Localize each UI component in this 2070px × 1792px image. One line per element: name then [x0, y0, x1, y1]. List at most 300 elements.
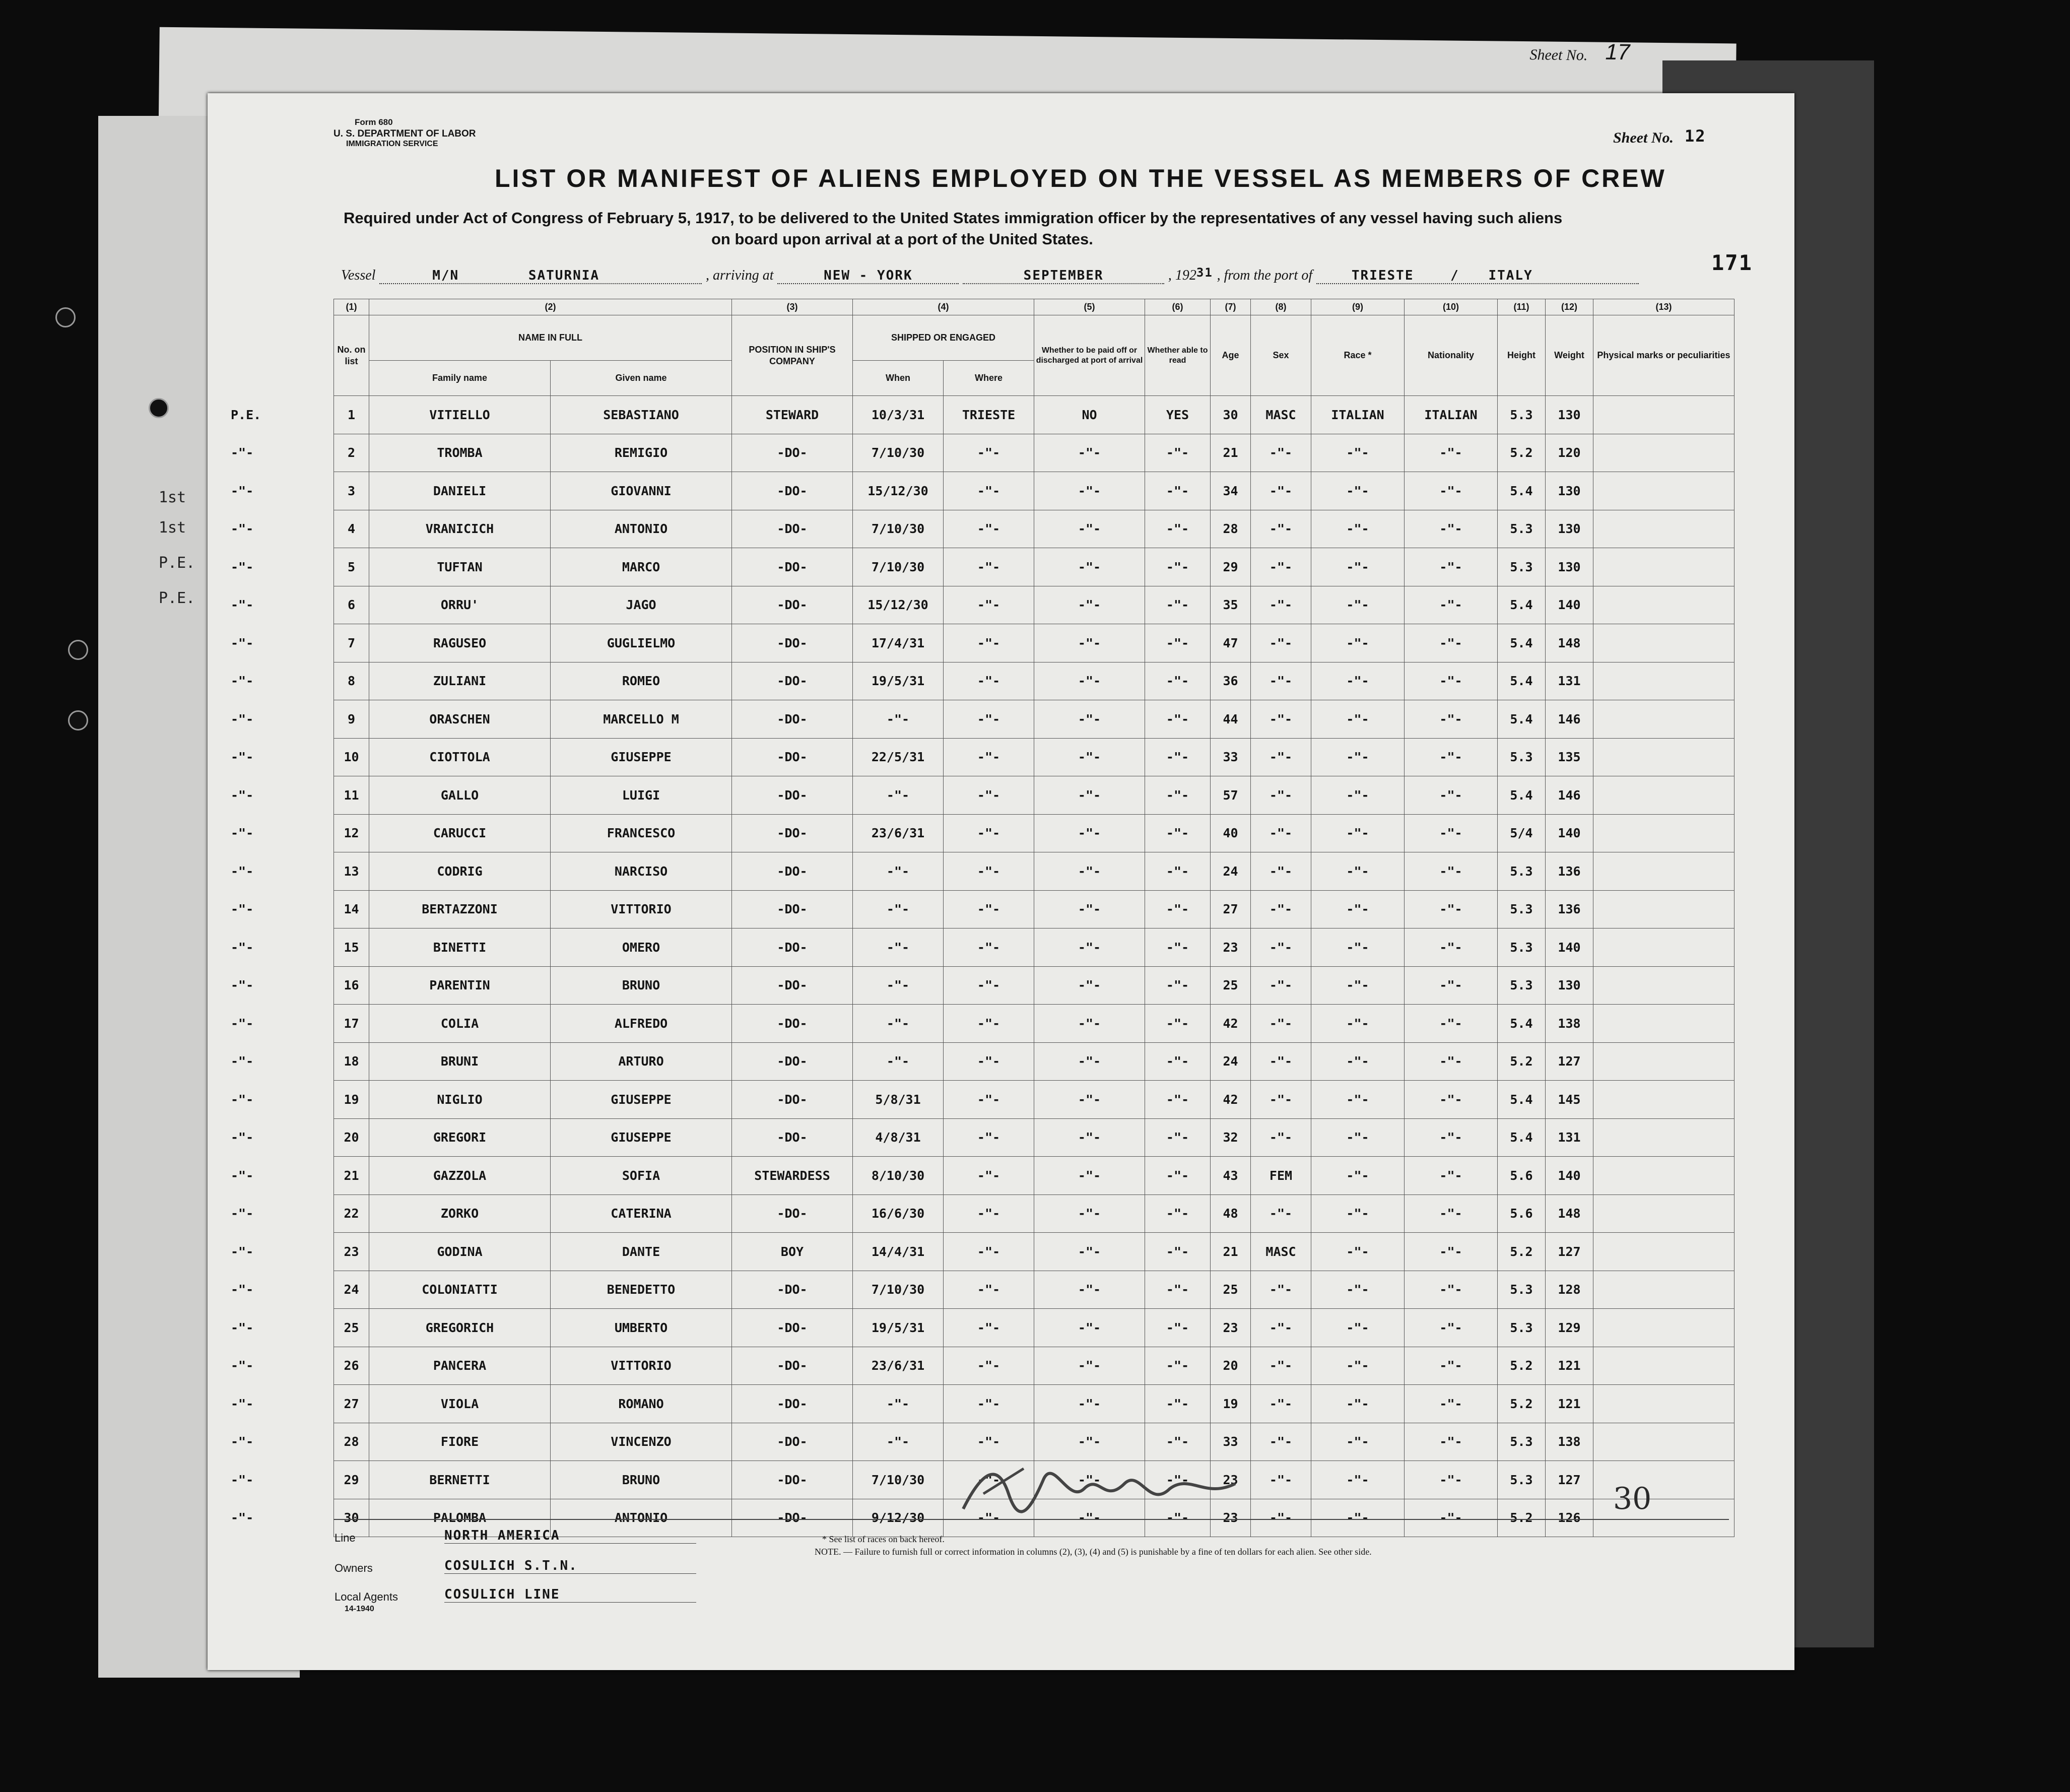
- shipped-where: -"-: [944, 472, 1034, 510]
- row-remark: P.E.: [231, 407, 261, 422]
- row-number-value: 27: [344, 1396, 359, 1411]
- height: 5.3: [1498, 928, 1546, 967]
- shipped-when: 8/10/30: [853, 1157, 944, 1195]
- row-number: [231, 586, 369, 624]
- punch-hole: [68, 710, 88, 731]
- able-to-read: -"-: [1145, 966, 1211, 1005]
- position: -DO-: [732, 1347, 853, 1385]
- shipped-when: 17/4/31: [853, 624, 944, 662]
- shipped-when: -"-: [853, 890, 944, 928]
- penalty-note: NOTE. — Failure to furnish full or correct information in columns (2), (3), (4) and (5) is punishable by a fine of ten dollars for each alien. See other side.: [815, 1547, 1372, 1557]
- row-number-value: 20: [344, 1130, 359, 1145]
- header-race: Race *: [1311, 315, 1405, 396]
- nationality: -"-: [1405, 966, 1498, 1005]
- shipped-where: -"-: [944, 1233, 1034, 1271]
- shipped-where: TRIESTE: [944, 396, 1034, 434]
- weight: 130: [1546, 510, 1593, 548]
- weight: 130: [1546, 472, 1593, 510]
- age: 42: [1211, 1005, 1251, 1043]
- age: 21: [1211, 434, 1251, 472]
- shipped-where: -"-: [944, 434, 1034, 472]
- age: 23: [1211, 1499, 1251, 1537]
- race: ITALIAN: [1311, 396, 1405, 434]
- position: -DO-: [732, 662, 853, 700]
- able-to-read: -"-: [1145, 1042, 1211, 1081]
- race: -"-: [1311, 1081, 1405, 1119]
- position: -DO-: [732, 852, 853, 891]
- sex: -"-: [1251, 1042, 1311, 1081]
- shipped-where: -"-: [944, 1118, 1034, 1157]
- weight: 148: [1546, 624, 1593, 662]
- position: -DO-: [732, 890, 853, 928]
- arrival-month: SEPTEMBER: [963, 268, 1164, 284]
- paid-off: -"-: [1034, 1233, 1145, 1271]
- subtitle-line-1: Required under Act of Congress of February 5, 1917, to be delivered to the United States immigration officer by the representatives of any vessel having such aliens: [344, 209, 1563, 227]
- shipped-when: -"-: [853, 1042, 944, 1081]
- family-name: CARUCCI: [369, 814, 551, 852]
- height: 5.2: [1498, 1042, 1546, 1081]
- race: -"-: [1311, 1118, 1405, 1157]
- given-name: MARCELLO M: [551, 700, 732, 739]
- table-row: [334, 1233, 1734, 1271]
- given-name: BRUNO: [551, 1461, 732, 1499]
- row-remark: -"-: [231, 864, 254, 879]
- shipped-when: 9/12/30: [853, 1499, 944, 1537]
- nationality: -"-: [1405, 1271, 1498, 1309]
- header-family-name: Family name: [369, 361, 551, 396]
- nationality: -"-: [1405, 1309, 1498, 1347]
- vessel-label: Vessel: [341, 268, 376, 283]
- table-row: [334, 1118, 1734, 1157]
- physical-marks: [1593, 966, 1734, 1005]
- able-to-read: -"-: [1145, 890, 1211, 928]
- row-number: [231, 434, 369, 472]
- age: 57: [1211, 776, 1251, 815]
- punch-hole: [55, 307, 76, 327]
- row-number: [231, 1005, 369, 1043]
- able-to-read: -"-: [1145, 1005, 1211, 1043]
- table-row: [334, 700, 1734, 739]
- paid-off: -"-: [1034, 1385, 1145, 1423]
- row-remark: -"-: [231, 750, 254, 765]
- race: -"-: [1311, 1309, 1405, 1347]
- row-number-value: 16: [344, 978, 359, 993]
- family-name: VIOLA: [369, 1385, 551, 1423]
- shipped-when: -"-: [853, 1423, 944, 1461]
- sex: -"-: [1251, 1271, 1311, 1309]
- age: 25: [1211, 1271, 1251, 1309]
- weight: 140: [1546, 1157, 1593, 1195]
- age: 32: [1211, 1118, 1251, 1157]
- crew-manifest-table: [231, 299, 1734, 1537]
- table-row: [334, 814, 1734, 852]
- weight: 127: [1546, 1233, 1593, 1271]
- row-number: [231, 396, 369, 434]
- able-to-read: -"-: [1145, 1194, 1211, 1233]
- paid-off: -"-: [1034, 890, 1145, 928]
- row-number: [231, 1271, 369, 1309]
- position: -DO-: [732, 472, 853, 510]
- row-number-value: 13: [344, 864, 359, 879]
- weight: 146: [1546, 776, 1593, 815]
- race: -"-: [1311, 776, 1405, 815]
- row-remark: -"-: [231, 1130, 254, 1145]
- sex: -"-: [1251, 472, 1311, 510]
- height: 5.4: [1498, 662, 1546, 700]
- nationality: -"-: [1405, 700, 1498, 739]
- row-number: [231, 662, 369, 700]
- races-note: * See list of races on back hereof.: [822, 1534, 945, 1544]
- row-number-value: 21: [344, 1168, 359, 1183]
- row-number: [231, 1042, 369, 1081]
- row-number-value: 19: [344, 1092, 359, 1107]
- row-number: [231, 776, 369, 815]
- nationality: -"-: [1405, 852, 1498, 891]
- physical-marks: [1593, 1271, 1734, 1309]
- row-number: [231, 814, 369, 852]
- physical-marks: [1593, 472, 1734, 510]
- family-name: BRUNI: [369, 1042, 551, 1081]
- table-row: [334, 662, 1734, 700]
- able-to-read: -"-: [1145, 1309, 1211, 1347]
- position: -DO-: [732, 1461, 853, 1499]
- row-number-value: 3: [347, 483, 356, 498]
- family-name: GAZZOLA: [369, 1157, 551, 1195]
- paid-off: -"-: [1034, 776, 1145, 815]
- nationality: -"-: [1405, 434, 1498, 472]
- from-port: TRIESTE: [1351, 268, 1414, 283]
- race: -"-: [1311, 1423, 1405, 1461]
- shipped-where: -"-: [944, 1081, 1034, 1119]
- given-name: BENEDETTO: [551, 1271, 732, 1309]
- sex: -"-: [1251, 624, 1311, 662]
- able-to-read: -"-: [1145, 928, 1211, 967]
- paid-off: -"-: [1034, 1081, 1145, 1119]
- row-remark: -"-: [231, 1168, 254, 1183]
- table-row: [334, 1081, 1734, 1119]
- row-number: [231, 510, 369, 548]
- height: 5.3: [1498, 396, 1546, 434]
- sex: -"-: [1251, 890, 1311, 928]
- weight: 136: [1546, 890, 1593, 928]
- shipped-where: -"-: [944, 966, 1034, 1005]
- shipped-when: 7/10/30: [853, 510, 944, 548]
- height: 5.4: [1498, 1118, 1546, 1157]
- weight: 120: [1546, 434, 1593, 472]
- nationality: -"-: [1405, 1005, 1498, 1043]
- weight: 121: [1546, 1347, 1593, 1385]
- form-code: 14-1940: [345, 1605, 374, 1613]
- position: -DO-: [732, 776, 853, 815]
- local-agents-label: Local Agents: [335, 1590, 398, 1603]
- row-remark: -"-: [231, 1206, 254, 1221]
- given-name: GIUSEPPE: [551, 1118, 732, 1157]
- weight: 140: [1546, 814, 1593, 852]
- weight: 140: [1546, 928, 1593, 967]
- given-name: ROMEO: [551, 662, 732, 700]
- position: STEWARDESS: [732, 1157, 853, 1195]
- sex: -"-: [1251, 586, 1311, 624]
- weight: 140: [1546, 586, 1593, 624]
- paid-off: -"-: [1034, 1499, 1145, 1537]
- position: -DO-: [732, 510, 853, 548]
- height: 5.3: [1498, 966, 1546, 1005]
- shipped-where: -"-: [944, 1461, 1034, 1499]
- shipped-when: -"-: [853, 1005, 944, 1043]
- age: 28: [1211, 510, 1251, 548]
- race: -"-: [1311, 548, 1405, 586]
- shipped-where: -"-: [944, 1271, 1034, 1309]
- row-number-value: 25: [344, 1320, 359, 1335]
- paid-off: -"-: [1034, 434, 1145, 472]
- given-name: GIUSEPPE: [551, 1081, 732, 1119]
- age: 47: [1211, 624, 1251, 662]
- physical-marks: [1593, 1042, 1734, 1081]
- form-number: Form 680: [355, 117, 393, 127]
- paid-off: -"-: [1034, 1118, 1145, 1157]
- sex: -"-: [1251, 1309, 1311, 1347]
- header-when: When: [853, 361, 944, 396]
- paid-off: NO: [1034, 396, 1145, 434]
- shipped-when: 23/6/31: [853, 1347, 944, 1385]
- height: 5.3: [1498, 1461, 1546, 1499]
- paid-off: -"-: [1034, 1042, 1145, 1081]
- shipped-when: 5/8/31: [853, 1081, 944, 1119]
- position: -DO-: [732, 700, 853, 739]
- able-to-read: -"-: [1145, 1157, 1211, 1195]
- shipped-where: -"-: [944, 1157, 1034, 1195]
- row-number: [231, 700, 369, 739]
- from-port-field: [1316, 268, 1639, 284]
- shipped-where: -"-: [944, 928, 1034, 967]
- position: BOY: [732, 1233, 853, 1271]
- row-number: [231, 548, 369, 586]
- header-where: Where: [944, 361, 1034, 396]
- position: -DO-: [732, 1423, 853, 1461]
- weight: 130: [1546, 548, 1593, 586]
- age: 23: [1211, 1461, 1251, 1499]
- nationality: -"-: [1405, 890, 1498, 928]
- row-remark: -"-: [231, 1358, 254, 1373]
- sex: -"-: [1251, 738, 1311, 776]
- row-number-value: 9: [347, 711, 356, 726]
- year-prefix: , 192: [1168, 268, 1196, 283]
- paid-off: -"-: [1034, 624, 1145, 662]
- family-name: GREGORICH: [369, 1309, 551, 1347]
- line-label: Line: [335, 1532, 356, 1544]
- height: 5.6: [1498, 1157, 1546, 1195]
- weight: 121: [1546, 1385, 1593, 1423]
- nationality: -"-: [1405, 776, 1498, 815]
- physical-marks: [1593, 662, 1734, 700]
- col-num-7: (7): [1211, 299, 1251, 315]
- race: -"-: [1311, 1233, 1405, 1271]
- shipped-where: -"-: [944, 510, 1034, 548]
- given-name: GUGLIELMO: [551, 624, 732, 662]
- nationality: -"-: [1405, 472, 1498, 510]
- nationality: -"-: [1405, 1385, 1498, 1423]
- shipped-where: -"-: [944, 1499, 1034, 1537]
- weight: 135: [1546, 738, 1593, 776]
- weight: 138: [1546, 1005, 1593, 1043]
- sex: -"-: [1251, 510, 1311, 548]
- family-name: CIOTTOLA: [369, 738, 551, 776]
- position: -DO-: [732, 928, 853, 967]
- subtitle-line-2: on board upon arrival at a port of the United States.: [711, 230, 1093, 248]
- sheet-label: Sheet No.: [1613, 129, 1674, 146]
- given-name: JAGO: [551, 586, 732, 624]
- height: 5.4: [1498, 1081, 1546, 1119]
- sex: -"-: [1251, 1081, 1311, 1119]
- header-height: Height: [1498, 315, 1546, 396]
- family-name: GREGORI: [369, 1118, 551, 1157]
- race: -"-: [1311, 1042, 1405, 1081]
- able-to-read: -"-: [1145, 1499, 1211, 1537]
- position: -DO-: [732, 586, 853, 624]
- row-remark: -"-: [231, 1510, 254, 1525]
- shipped-when: 14/4/31: [853, 1233, 944, 1271]
- row-number: [231, 1385, 369, 1423]
- paid-off: -"-: [1034, 1461, 1145, 1499]
- age: 19: [1211, 1385, 1251, 1423]
- height: 5.4: [1498, 700, 1546, 739]
- shipped-where: -"-: [944, 1423, 1034, 1461]
- physical-marks: [1593, 1118, 1734, 1157]
- weight: 138: [1546, 1423, 1593, 1461]
- position: -DO-: [732, 1385, 853, 1423]
- arriving-label: , arriving at: [706, 268, 774, 283]
- family-name: ORASCHEN: [369, 700, 551, 739]
- height: 5.2: [1498, 1233, 1546, 1271]
- sex: -"-: [1251, 1461, 1311, 1499]
- row-number: [231, 1233, 369, 1271]
- row-remark: -"-: [231, 1282, 254, 1297]
- age: 34: [1211, 472, 1251, 510]
- table-row: [334, 1385, 1734, 1423]
- row-number-value: 2: [347, 445, 356, 460]
- row-remark: -"-: [231, 1092, 254, 1107]
- age: 30: [1211, 396, 1251, 434]
- given-name: ALFREDO: [551, 1005, 732, 1043]
- given-name: VITTORIO: [551, 890, 732, 928]
- position: -DO-: [732, 814, 853, 852]
- family-name: ORRU': [369, 586, 551, 624]
- row-number: [231, 1118, 369, 1157]
- physical-marks: [1593, 1233, 1734, 1271]
- row-remark: -"-: [231, 1396, 254, 1411]
- weight: 146: [1546, 700, 1593, 739]
- side-note: 1st: [159, 519, 186, 537]
- department: U. S. DEPARTMENT OF LABOR: [333, 128, 476, 139]
- shipped-when: -"-: [853, 1385, 944, 1423]
- position: -DO-: [732, 966, 853, 1005]
- given-name: GIUSEPPE: [551, 738, 732, 776]
- nationality: -"-: [1405, 738, 1498, 776]
- position: -DO-: [732, 1194, 853, 1233]
- sex: -"-: [1251, 1385, 1311, 1423]
- header-nationality: Nationality: [1405, 315, 1498, 396]
- header-able-to-read: Whether able to read: [1145, 315, 1211, 396]
- shipped-where: -"-: [944, 1385, 1034, 1423]
- row-remark: -"-: [231, 902, 254, 917]
- table-row: [334, 1157, 1734, 1195]
- given-name: FRANCESCO: [551, 814, 732, 852]
- able-to-read: -"-: [1145, 548, 1211, 586]
- row-remark: -"-: [231, 635, 254, 650]
- row-number-value: 4: [347, 521, 356, 537]
- row-number-value: 15: [344, 940, 359, 955]
- given-name: ANTONIO: [551, 510, 732, 548]
- table-row: [334, 776, 1734, 815]
- row-remark: -"-: [231, 1434, 254, 1449]
- physical-marks: [1593, 624, 1734, 662]
- able-to-read: -"-: [1145, 700, 1211, 739]
- table-row: [334, 738, 1734, 776]
- nationality: -"-: [1405, 1233, 1498, 1271]
- family-name: RAGUSEO: [369, 624, 551, 662]
- from-slash: /: [1450, 268, 1459, 283]
- nationality: -"-: [1405, 548, 1498, 586]
- race: -"-: [1311, 738, 1405, 776]
- shipped-where: -"-: [944, 890, 1034, 928]
- height: 5.3: [1498, 1423, 1546, 1461]
- given-name: VINCENZO: [551, 1423, 732, 1461]
- given-name: OMERO: [551, 928, 732, 967]
- shipped-where: -"-: [944, 852, 1034, 891]
- family-name: VITIELLO: [369, 396, 551, 434]
- age: 36: [1211, 662, 1251, 700]
- row-number-value: 6: [347, 598, 356, 613]
- col-num-13: (13): [1593, 299, 1734, 315]
- shipped-when: 10/3/31: [853, 396, 944, 434]
- header-position: POSITION IN SHIP'S COMPANY: [732, 315, 853, 396]
- sex: MASC: [1251, 1233, 1311, 1271]
- weight: 128: [1546, 1271, 1593, 1309]
- family-name: BINETTI: [369, 928, 551, 967]
- weight: 127: [1546, 1042, 1593, 1081]
- weight: 126: [1546, 1499, 1593, 1537]
- physical-marks: [1593, 1005, 1734, 1043]
- family-name: COLONIATTI: [369, 1271, 551, 1309]
- row-number-value: 24: [344, 1282, 359, 1297]
- height: 5.2: [1498, 1499, 1546, 1537]
- nationality: -"-: [1405, 1042, 1498, 1081]
- header-age: Age: [1211, 315, 1251, 396]
- owners-label: Owners: [335, 1562, 373, 1574]
- physical-marks: [1593, 1194, 1734, 1233]
- owners-value: COSULICH S.T.N.: [444, 1558, 696, 1574]
- height: 5.3: [1498, 852, 1546, 891]
- given-name: CATERINA: [551, 1194, 732, 1233]
- table-row: [334, 472, 1734, 510]
- row-number: [231, 1194, 369, 1233]
- race: -"-: [1311, 928, 1405, 967]
- position: -DO-: [732, 548, 853, 586]
- given-name: REMIGIO: [551, 434, 732, 472]
- shipped-when: 4/8/31: [853, 1118, 944, 1157]
- able-to-read: -"-: [1145, 1081, 1211, 1119]
- weight: 145: [1546, 1081, 1593, 1119]
- age: 44: [1211, 700, 1251, 739]
- given-name: LUIGI: [551, 776, 732, 815]
- row-number-value: 30: [344, 1510, 359, 1525]
- punch-hole: [149, 398, 169, 418]
- physical-marks: [1593, 1309, 1734, 1347]
- position: -DO-: [732, 434, 853, 472]
- given-name: GIOVANNI: [551, 472, 732, 510]
- weight: 130: [1546, 966, 1593, 1005]
- physical-marks: [1593, 1423, 1734, 1461]
